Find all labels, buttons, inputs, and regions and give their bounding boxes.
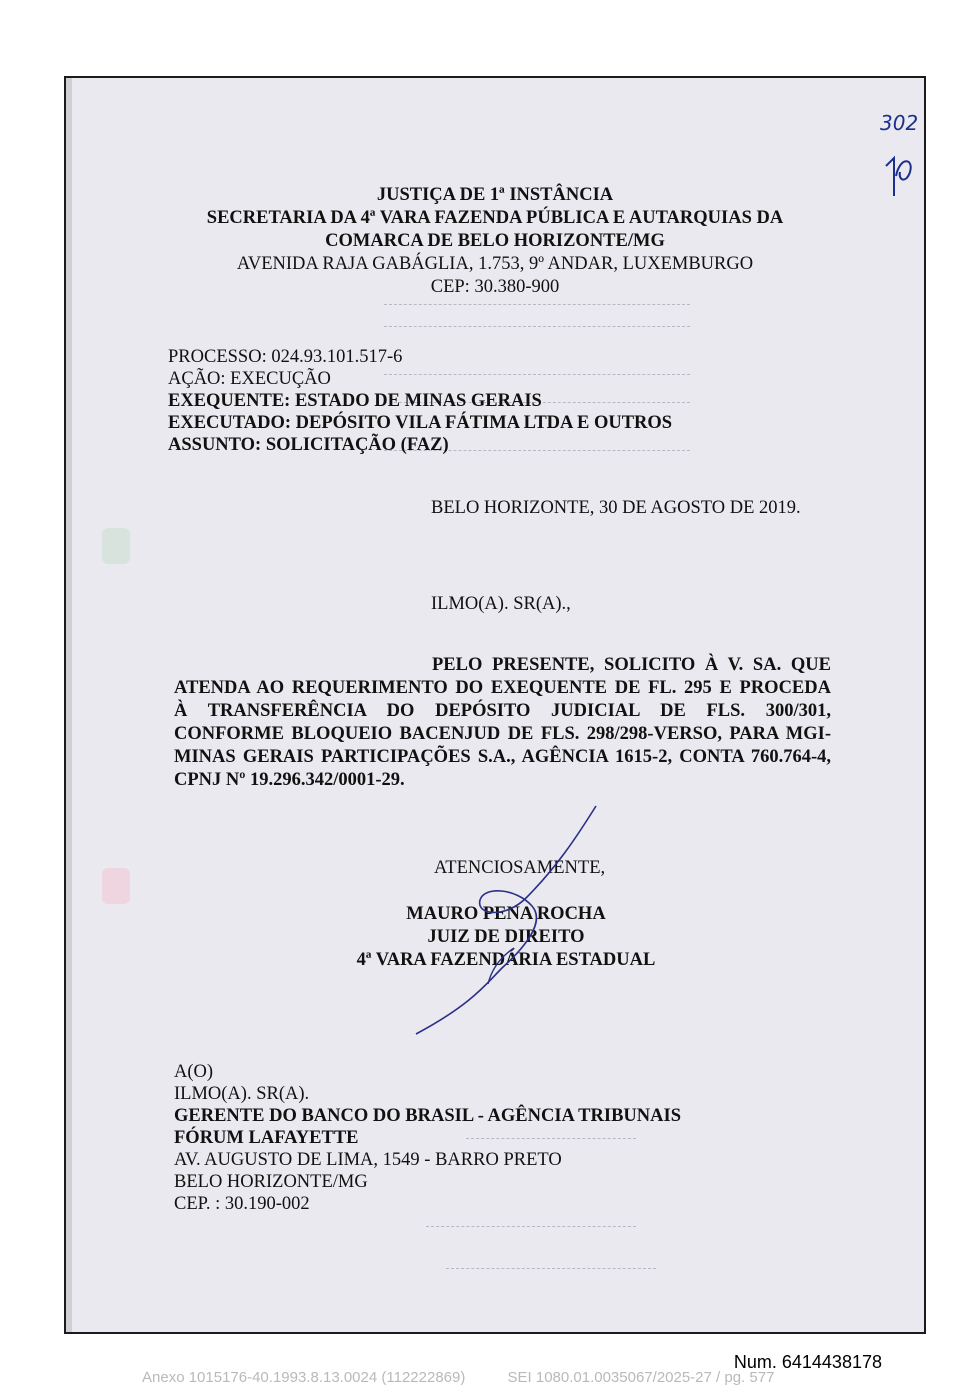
request-line-4: CONFORME BLOQUEIO BACENJUD DE FLS. 298/298-VERSO, PARA MGI- [174, 724, 831, 744]
signatory-court: 4ª VARA FAZENDÁRIA ESTADUAL [356, 950, 656, 970]
handwritten-page-number-text: 302 [880, 111, 919, 135]
signatory-role: JUIZ DE DIREITO [427, 927, 585, 947]
case-info-block [168, 346, 672, 456]
case-executado: EXECUTADO: DEPÓSITO VILA FÁTIMA LTDA E OUTROS [168, 413, 673, 433]
recipient-block [174, 1061, 681, 1215]
bleed-through-line [446, 1268, 656, 1269]
case-exequente: EXEQUENTE: ESTADO DE MINAS GERAIS [168, 391, 542, 411]
bleed-through-line [384, 326, 690, 327]
closing: ATENCIOSAMENTE, [434, 858, 606, 878]
court-header-line-2: SECRETARIA DA 4ª VARA FAZENDA PÚBLICA E AUTARQUIAS DA [206, 208, 784, 228]
court-cep: CEP: 30.380-900 [430, 277, 560, 297]
request-line-5: MINAS GERAIS PARTICIPAÇÕES S.A., AGÊNCIA 1615-2, CONTA 760.764-4, [174, 747, 831, 767]
footer-sei: SEI 1080.01.0035067/2025-27 / pg. 577 [507, 1369, 775, 1386]
recipient-line-4: FÓRUM LAFAYETTE [174, 1128, 359, 1148]
request-paragraph [174, 654, 831, 792]
scanned-document-sheet [64, 76, 926, 1334]
footer-annex-line [142, 1369, 774, 1386]
footer-annex: Anexo 1015176-40.1993.8.13.0024 (112222869) [142, 1369, 466, 1386]
request-line-1: PELO PRESENTE, SOLICITO À V. SA. QUE [432, 655, 831, 675]
request-line-2: ATENDA AO REQUERIMENTO DO EXEQUENTE DE FL. 295 E PROCEDA [174, 678, 831, 698]
bleed-through-line [426, 1226, 636, 1227]
recipient-line-7: CEP. : 30.190-002 [174, 1194, 310, 1214]
case-processo: PROCESSO: 024.93.101.517-6 [168, 347, 403, 367]
case-acao: AÇÃO: EXECUÇÃO [168, 369, 331, 389]
recipient-line-6: BELO HORIZONTE/MG [174, 1172, 368, 1192]
handwritten-page-mark [876, 106, 920, 196]
signatory-name: MAURO PENA ROCHA [406, 904, 606, 924]
court-header-line-3: COMARCA DE BELO HORIZONTE/MG [325, 231, 665, 251]
request-line-6: CPNJ Nº 19.296.342/0001-29. [174, 770, 405, 790]
bleed-through-line [384, 304, 690, 305]
date-line: BELO HORIZONTE, 30 DE AGOSTO DE 2019. [431, 498, 801, 518]
court-header [66, 184, 924, 299]
court-address: AVENIDA RAJA GABÁGLIA, 1.753, 9º ANDAR, LUXEMBURGO [236, 254, 754, 274]
document-number: Num. 6414438178 [733, 1352, 882, 1372]
recipient-line-3: GERENTE DO BANCO DO BRASIL - AGÊNCIA TRIBUNAIS [174, 1106, 681, 1126]
case-assunto: ASSUNTO: SOLICITAÇÃO (FAZ) [168, 435, 449, 455]
scan-artifact-spot [102, 528, 130, 564]
request-line-3: À TRANSFERÊNCIA DO DEPÓSITO JUDICIAL DE FLS. 300/301, [174, 701, 831, 721]
scan-artifact-spot [102, 868, 130, 904]
recipient-line-2: ILMO(A). SR(A). [174, 1084, 310, 1104]
court-header-line-1: JUSTIÇA DE 1ª INSTÂNCIA [376, 185, 614, 205]
salutation: ILMO(A). SR(A)., [431, 594, 571, 614]
recipient-line-1: A(O) [174, 1062, 214, 1082]
handwritten-signature [406, 798, 626, 1038]
recipient-line-5: AV. AUGUSTO DE LIMA, 1549 - BARRO PRETO [174, 1150, 562, 1170]
